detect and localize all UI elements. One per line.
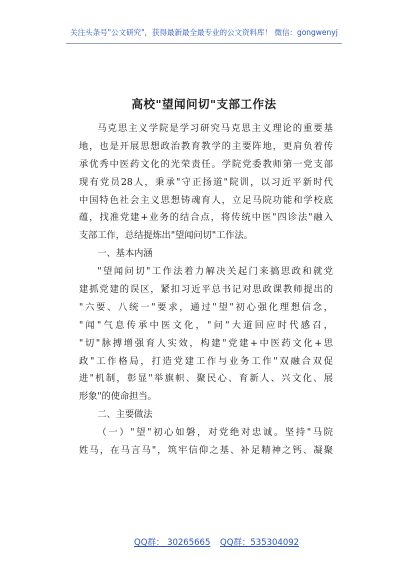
- header-promo-note: 关注头条号"公文研究"，获得最新最全最专业的公文资料库！ 微信：gongwenyj: [70, 28, 338, 37]
- paragraph-basic-content: [79, 263, 333, 406]
- paragraph-intro: [79, 120, 333, 245]
- section-heading-practices: 二、主要做法: [97, 409, 153, 421]
- text-line: 形象"的使命担当。: [79, 391, 157, 403]
- header-divider: [66, 43, 342, 44]
- qq-group-link-2[interactable]: QQ群：535304092: [220, 538, 300, 548]
- document-title: 高校"望闻问切"支部工作法: [131, 97, 277, 111]
- section-heading-basic: 一、基本内涵: [97, 248, 153, 260]
- text-line: "切"脉搏增强育人实效，构建"党建+中医药文化+思: [79, 337, 333, 349]
- paragraph-practices-content: [79, 424, 333, 460]
- text-line: 马克思主义学院是学习研究马克思主义理论的重要基: [97, 123, 333, 134]
- text-line: （一）"望"初心如磐，对党绝对忠诚。坚持"马院: [97, 427, 333, 439]
- text-line: 地，也是开展思想政治教育教学的主要阵地，更肩负着传: [79, 140, 333, 152]
- text-line: 进"机制，彰显"举旗帜、聚民心、育新人、兴文化、展: [79, 373, 333, 385]
- text-line: 蕴，找准党建+业务的结合点，将传统中医"四诊法"融入: [79, 212, 333, 224]
- text-line: "六要、八统一"要求，通过"望"初心强化理想信念，: [79, 301, 333, 313]
- document-body: [79, 120, 333, 460]
- text-line: 建抓党建的误区，紧扣习近平总书记对思政课教师提出的: [79, 284, 333, 296]
- footer-contacts: [0, 536, 408, 550]
- text-line: "望闻问切"工作法着力解决关起门来搞思政和就党: [97, 266, 333, 278]
- text-line: 现有党员28人，秉承"守正扬道"院训，以习近平新时代: [79, 176, 333, 188]
- text-line: 支部工作，总结提炼出"望闻问切"工作法。: [79, 230, 253, 242]
- qq-group-link-1[interactable]: QQ群： 30265665: [134, 538, 211, 548]
- text-line: 中国特色社会主义思想铸魂育人，立足马院功能和学校底: [79, 194, 333, 206]
- text-line: "闻"气息传承中医文化，"问"大道回应时代感召，: [79, 319, 333, 331]
- text-line: 承优秀中医药文化的光荣责任。学院党委教师第一党支部: [79, 158, 333, 170]
- text-line: 政"工作格局，打造党建工作与业务工作"双融合双促: [79, 355, 333, 367]
- text-line: 姓马，在马言马"，筑牢信仰之基、补足精神之钙、凝聚: [79, 445, 333, 457]
